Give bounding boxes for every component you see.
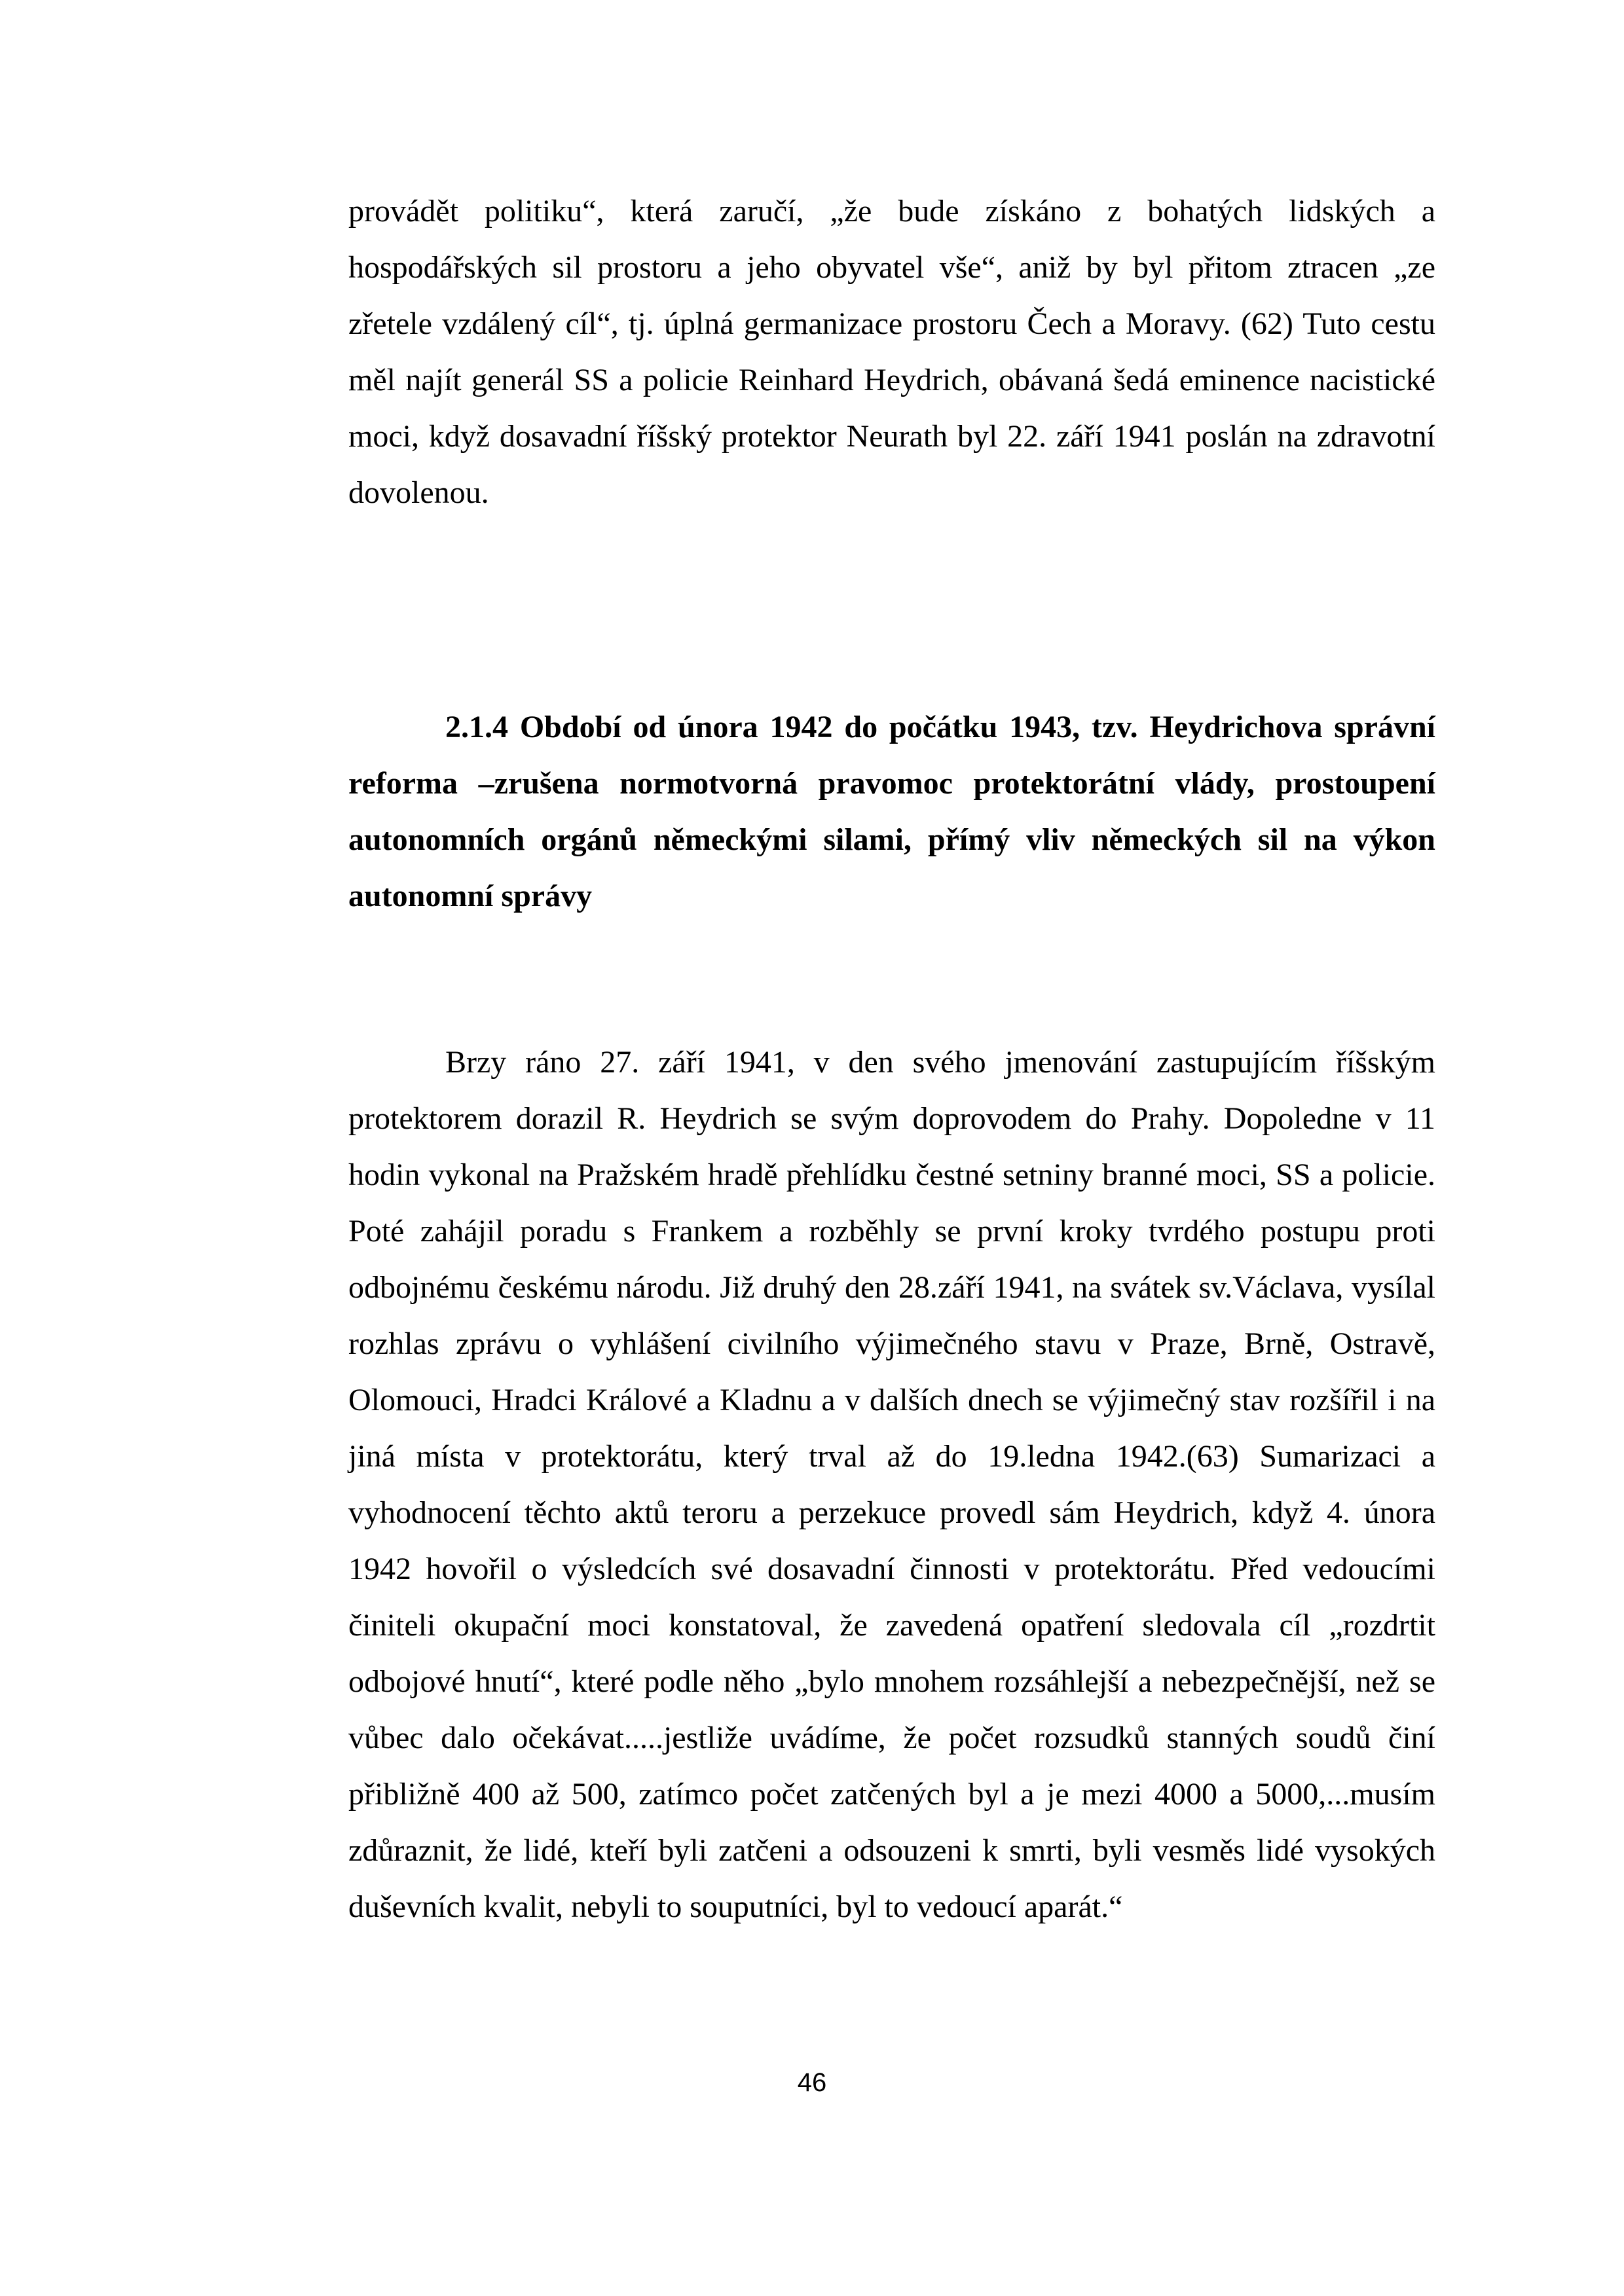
- paragraph-main: Brzy ráno 27. září 1941, v den svého jmenování zastupujícím říšským protektorem dorazil R. Heydrich se svým doprovodem do Prahy. Dopoledne v 11 hodin vykonal na Pražském hradě přehlídku čestné setniny branné moci, SS a policie. Poté zahájil poradu s Frankem a rozběhly se první kroky tvrdého postupu proti odbojnému českému národu. Již druhý den 28.září 1941, na svátek sv.Václava, vysílal rozhlas zprávu o vyhlášení civilního výjimečného stavu v Praze, Brně, Ostravě, Olomouci, Hradci Králové a Kladnu a v dalších dnech se výjimečný stav rozšířil i na jiná místa v protektorátu, který trval až do 19.ledna 1942.(63) Sumarizaci a vyhodnocení těchto aktů teroru a perzekuce provedl sám Heydrich, když 4. února 1942 hovořil o výsledcích své dosavadní činnosti v protektorátu. Před vedoucími činiteli okupační moci konstatoval, že zavedená opatření sledovala cíl „rozdrtit odbojové hnutí“, které podle něho „bylo mnohem rozsáhlejší a nebezpečnější, než se vůbec dalo očekávat.....jestliže uvádíme, že počet rozsudků stanných soudů činí přibližně 400 až 500, zatímco počet zatčených byl a je mezi 4000 a 5000,...musím zdůraznit, že lidé, kteří byli zatčeni a odsouzeni k smrti, byli vesměs lidé vysokých duševních kvalit, nebyli to souputníci, byl to vedoucí aparát.“: [348, 1045, 1435, 1924]
- page-number: 46: [797, 2068, 827, 2097]
- paragraph-continuation: provádět politiku“, která zaručí, „že bude získáno z bohatých lidských a hospodářských sil prostoru a jeho obyvatel vše“, aniž by byl přitom ztracen „ze zřetele vzdálený cíl“, tj. úplná germanizace prostoru Čech a Moravy. (62) Tuto cestu měl najít generál SS a policie Reinhard Heydrich, obávaná šedá eminence nacistické moci, když dosavadní říšský protektor Neurath byl 22. září 1941 poslán na zdravotní dovolenou.: [348, 194, 1435, 510]
- section-heading: 2.1.4 Období od února 1942 do počátku 1943, tzv. Heydrichova správní reforma –zrušena normotvorná pravomoc protektorátní vlády, prostoupení autonomních orgánů německými silami, přímý vliv německých sil na výkon autonomní správy: [348, 710, 1435, 913]
